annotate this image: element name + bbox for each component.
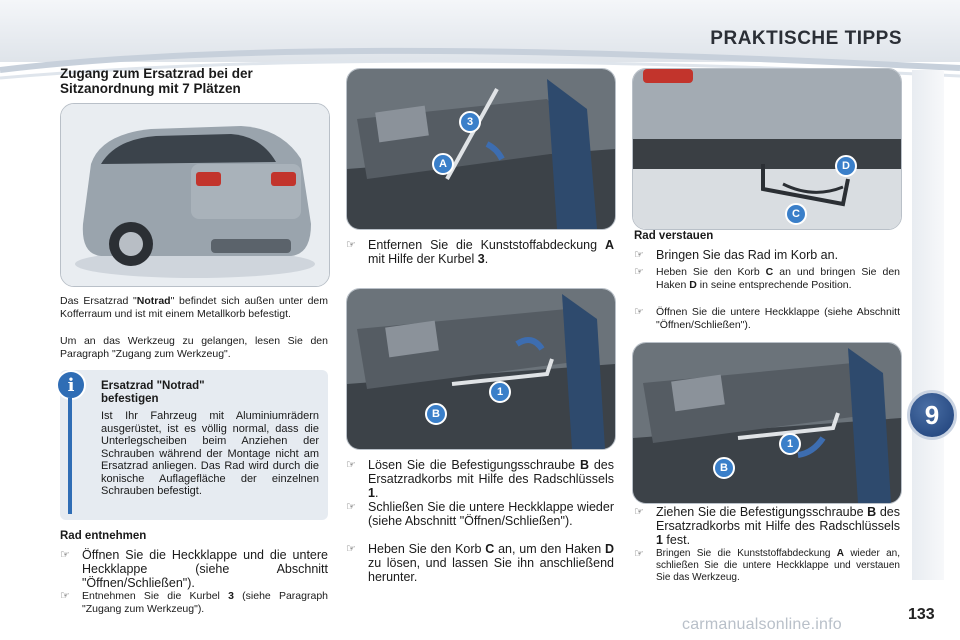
remove-wheel-title: Rad entnehmen (60, 530, 147, 542)
bullet-hand-icon: ☞ (60, 590, 70, 602)
tool-access-paragraph: Um an das Werkzeug zu gelangen, lesen Sie den Paragraph "Zugang zum Werkzeug". (60, 335, 328, 360)
col2-step-4: ☞ Heben Sie den Korb C an, um den Haken D zu lösen, und lassen Sie ihn anschließend herunter. (346, 542, 614, 584)
watermark: carmanualsonline.info (682, 616, 842, 633)
col2-step-1: ☞ Entfernen Sie die Kunststoffabdeckung A mit Hilfe der Kurbel 3. (346, 238, 614, 266)
page-header-title: PRAKTISCHE TIPPS (710, 28, 902, 49)
callout-d: D (835, 155, 857, 177)
remove-step-1: ☞ Öffnen Sie die Heckklappe und die untere Heckklappe (siehe Abschnitt "Öffnen/Schließen"). (60, 548, 328, 590)
trunk-crank-photo (346, 68, 616, 230)
col3-step-5: ☞ Bringen Sie die Kunststoffabdeckung A wieder an, schließen Sie die untere Heckklappe und verstauen Sie das Werkzeug. (634, 548, 900, 583)
side-strip (912, 70, 944, 580)
under-car-photo (632, 68, 902, 230)
col3-step-2: ☞ Heben Sie den Korb C an und bringen Sie den Haken D in seine entsprechende Position. (634, 266, 900, 291)
callout-b: B (713, 457, 735, 479)
col2-step-3: ☞ Schließen Sie die untere Heckklappe wieder (siehe Abschnitt "Öffnen/Schließen"). (346, 500, 614, 528)
callout-b: B (425, 403, 447, 425)
stow-wheel-title: Rad verstauen (634, 230, 714, 242)
bullet-hand-icon: ☞ (634, 266, 644, 278)
chapter-tab[interactable]: 9 (907, 390, 957, 440)
car-rear-photo (60, 103, 330, 287)
info-box-title: Ersatzrad "Notrad" befestigen (101, 380, 205, 405)
info-box-text: Ist Ihr Fahrzeug mit Aluminiumrädern ausgerüstet, ist es völlig normal, dass die Unterlegscheiben beim Anziehen der Schrauben während der Montage nicht am Ersatzrad anliegen. Das Rad wird durch die konische Auflagefläche der einzelnen Schrauben befestigt. (101, 410, 319, 497)
page-number: 133 (908, 606, 935, 623)
bullet-hand-icon: ☞ (634, 506, 644, 518)
info-accent-bar (68, 398, 72, 514)
bullet-hand-icon: ☞ (346, 459, 356, 471)
remove-step-2: ☞ Entnehmen Sie die Kurbel 3 (siehe Paragraph "Zugang zum Werkzeug"). (60, 590, 328, 615)
trunk-tighten-photo (632, 342, 902, 504)
bullet-hand-icon: ☞ (346, 501, 356, 513)
bullet-hand-icon: ☞ (346, 543, 356, 555)
bullet-hand-icon: ☞ (634, 249, 644, 261)
col3-step-1: ☞ Bringen Sie das Rad im Korb an. (634, 248, 839, 262)
callout-c: C (785, 203, 807, 225)
bullet-hand-icon: ☞ (60, 549, 70, 561)
callout-1: 1 (779, 433, 801, 455)
section-heading: Zugang zum Ersatzrad bei der Sitzanordnung mit 7 Plätzen (60, 66, 253, 96)
bullet-hand-icon: ☞ (634, 548, 644, 560)
bullet-hand-icon: ☞ (634, 306, 644, 318)
col3-step-3: ☞ Öffnen Sie die untere Heckklappe (siehe Abschnitt "Öffnen/Schließen"). (634, 306, 900, 331)
bullet-hand-icon: ☞ (346, 239, 356, 251)
callout-3: 3 (459, 111, 481, 133)
trunk-bolt-photo (346, 288, 616, 450)
callout-1: 1 (489, 381, 511, 403)
col2-step-2: ☞ Lösen Sie die Befestigungsschraube B des Ersatzradkorbs mit Hilfe des Radschlüssels 1. (346, 458, 614, 500)
info-icon: i (56, 370, 86, 400)
intro-paragraph: Das Ersatzrad "Notrad" befindet sich außen unter dem Kofferraum und ist mit einem Metallkorb befestigt. (60, 295, 329, 320)
callout-a: A (432, 153, 454, 175)
col3-step-4: ☞ Ziehen Sie die Befestigungsschraube B des Ersatzradkorbs mit Hilfe des Radschlüssels 1 fest. (634, 505, 900, 547)
